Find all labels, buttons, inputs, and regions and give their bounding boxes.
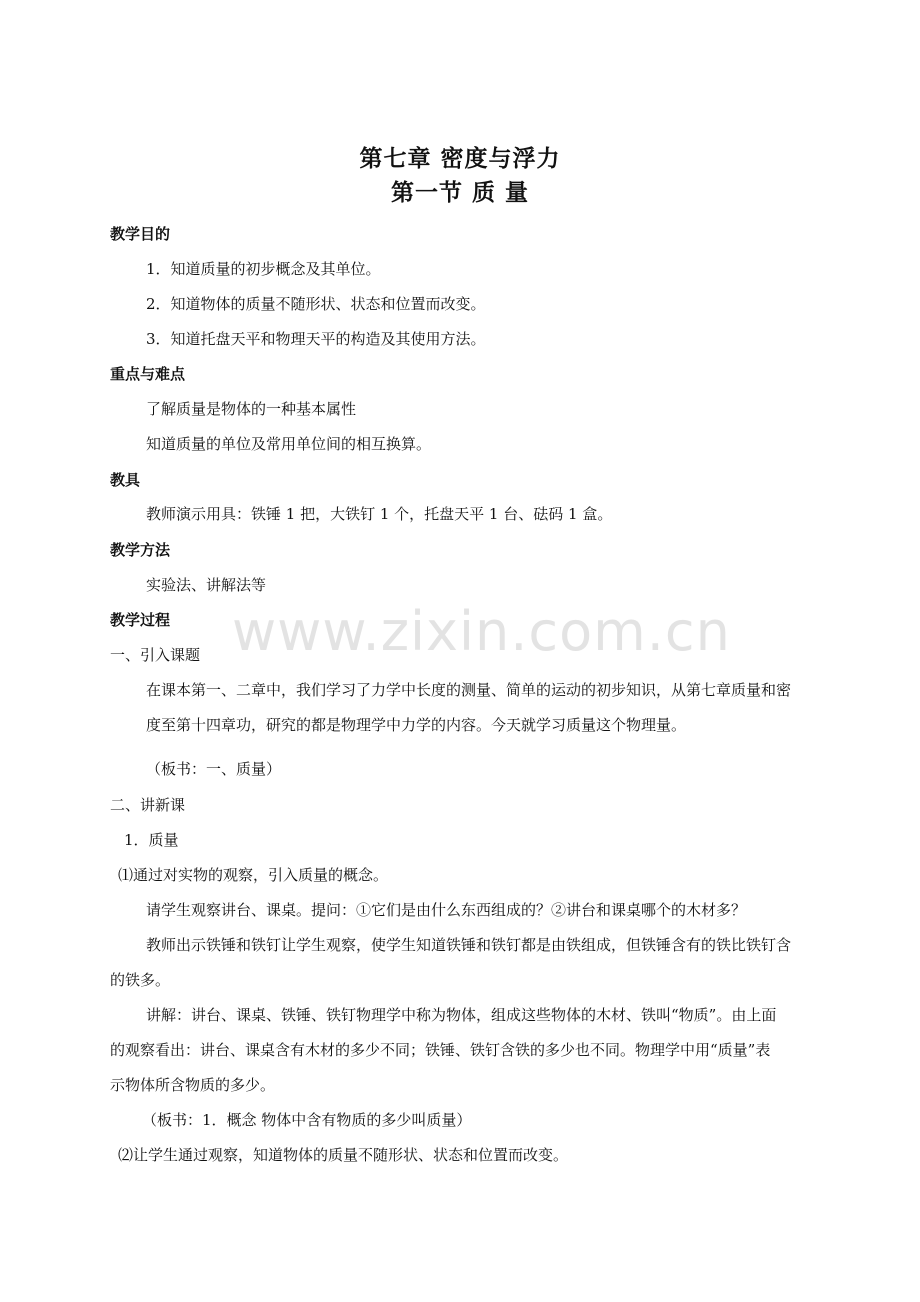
item-1: ⑴通过对实物的观察，引入质量的概念。 [118, 866, 389, 884]
methods-heading: 教学方法 [110, 541, 171, 559]
objective-item-2: 2．知道物体的质量不随形状、状态和位置而改变。 [146, 295, 486, 313]
explain-line-3: 示物体所含物质的多少。 [110, 1076, 276, 1094]
question-text: 请学生观察讲台、课桌。提问：①它们是由什么东西组成的？②讲台和课桌哪个的木材多？ [146, 901, 747, 919]
tools-heading: 教具 [110, 471, 141, 489]
item-2: ⑵让学生通过观察，知道物体的质量不随形状、状态和位置而改变。 [118, 1146, 569, 1164]
board-note-1: （板书：一、质量） [146, 760, 282, 778]
key-point-2: 知道质量的单位及常用单位间的相互换算。 [146, 435, 432, 453]
key-point-1: 了解质量是物体的一种基本属性 [146, 400, 357, 418]
board-note-2: （板书：1．概念 物体中含有物质的多少叫质量） [142, 1111, 472, 1129]
intro-heading: 一、引入课题 [110, 646, 201, 664]
chapter-title: 第七章 密度与浮力 [359, 145, 561, 172]
section-title: 第一节 质 量 [390, 179, 529, 206]
objective-item-3: 3．知道托盘天平和物理天平的构造及其使用方法。 [146, 330, 486, 348]
subsection-mass: 1．质量 [124, 831, 179, 849]
key-points-heading: 重点与难点 [110, 365, 186, 383]
demo-line-1: 教师出示铁锤和铁钉让学生观察，使学生知道铁锤和铁钉都是由铁组成，但铁锤含有的铁比铁钉含 [146, 936, 792, 954]
intro-line-2: 度至第十四章功，研究的都是物理学中力学的内容。今天就学习质量这个物理量。 [146, 716, 687, 734]
demo-line-2: 的铁多。 [110, 971, 171, 989]
watermark: www.zixin.com.cn [232, 600, 731, 663]
explain-line-1: 讲解：讲台、课桌、铁锤、铁钉物理学中称为物体，组成这些物体的木材、铁叫“物质”。由上面 [146, 1006, 777, 1024]
new-lesson-heading: 二、讲新课 [110, 796, 186, 814]
explain-line-2: 的观察看出：讲台、课桌含有木材的多少不同；铁锤、铁钉含铁的多少也不同。物理学中用“质量”表 [110, 1041, 771, 1059]
tools-text: 教师演示用具：铁锤 1 把，大铁钉 1 个，托盘天平 1 台、砝码 1 盒。 [146, 505, 613, 523]
objectives-heading: 教学目的 [110, 225, 171, 243]
intro-line-1: 在课本第一、二章中，我们学习了力学中长度的测量、简单的运动的初步知识，从第七章质量和密 [146, 681, 792, 699]
methods-text: 实验法、讲解法等 [146, 576, 267, 594]
process-heading: 教学过程 [110, 611, 171, 629]
objective-item-1: 1．知道质量的初步概念及其单位。 [146, 260, 381, 278]
